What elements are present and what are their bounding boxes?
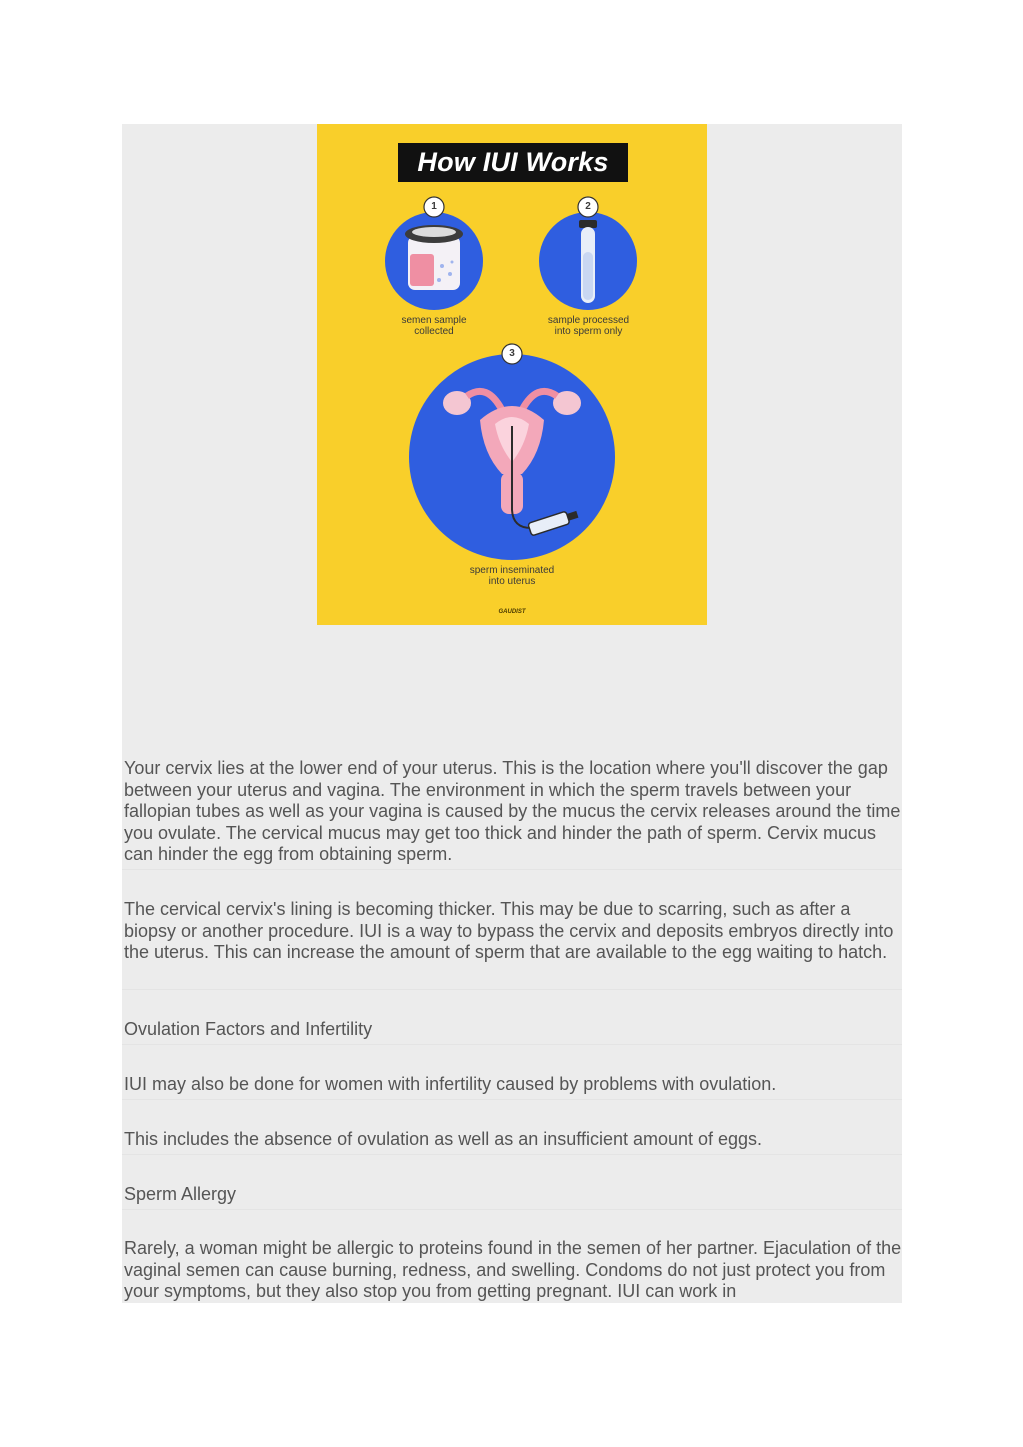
heading-ovulation-factors: Ovulation Factors and Infertility — [124, 1019, 373, 1039]
divider — [122, 1044, 902, 1045]
paragraph-eggs: This includes the absence of ovulation as well as an insufficient amount of eggs. — [124, 1129, 763, 1149]
content-block — [122, 124, 902, 1303]
divider — [122, 1154, 902, 1155]
test-tube-icon — [579, 220, 597, 303]
divider — [122, 1209, 902, 1210]
divider — [122, 1099, 902, 1100]
paragraph-ovulation: IUI may also be done for women with infertility caused by problems with ovulation. — [124, 1074, 777, 1094]
step-3-number: 3 — [509, 348, 515, 359]
brand-logo: GAUDIST — [498, 609, 526, 615]
divider — [122, 869, 902, 870]
paragraph-sperm-allergy: Rarely, a woman might be allergic to proteins found in the semen of her partner. Ejaculation of the vaginal semen can cause burning, redness, and swelling. Condoms do not just protect you from your symptoms, but they also stop you from getting pregnant. IUI can work in — [124, 1238, 902, 1302]
infographic-title: How IUI Works — [398, 143, 628, 182]
step-3-caption: sperm inseminated into uterus — [469, 565, 555, 587]
step-2-caption: sample processed into sperm only — [547, 315, 630, 337]
step-1-number: 1 — [431, 201, 437, 212]
paragraph-cervix: Your cervix lies at the lower end of your uterus. This is the location where you'll discover the gap between your uterus and vagina. The environment in which the sperm travels between your fallopian tubes as well as your vagina is caused by the mucus the cervix releases around the time you ovulate. The cervical mucus may get too thick and hinder the path of sperm. Cervix mucus can hinder the egg from obtaining sperm. — [124, 758, 901, 865]
step-2-number: 2 — [585, 201, 591, 212]
infographic-illustration — [317, 124, 707, 625]
divider — [122, 989, 902, 990]
specimen-cup-icon — [405, 225, 463, 290]
step-1-caption: semen sample collected — [401, 315, 467, 337]
iui-infographic — [317, 124, 707, 625]
paragraph-cervical-lining: The cervical cervix's lining is becoming thicker. This may be due to scarring, such as after a biopsy or another procedure. IUI is a way to bypass the cervix and deposits embryos directly into the uterus. This can increase the amount of sperm that are available to the egg waiting to hatch. — [124, 899, 894, 963]
heading-sperm-allergy: Sperm Allergy — [124, 1184, 237, 1204]
